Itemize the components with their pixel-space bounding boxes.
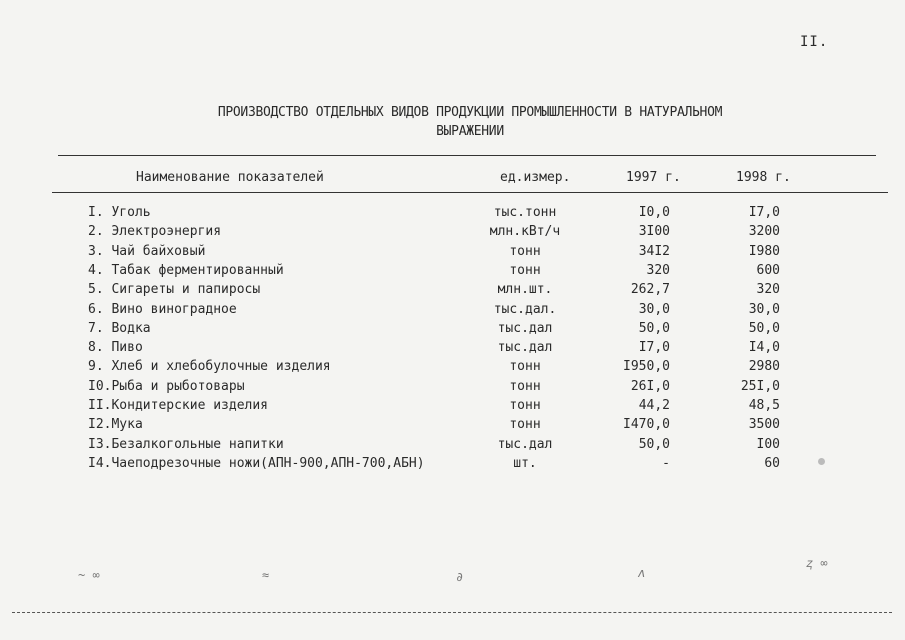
row-unit: шт. bbox=[513, 456, 537, 471]
row-value-1998: 3500 bbox=[748, 417, 780, 432]
table-row bbox=[0, 340, 905, 359]
row-name: 4. Табак ферментированный bbox=[88, 263, 284, 278]
row-unit: млн.кВт/ч bbox=[489, 224, 561, 239]
row-value-1997: I0,0 bbox=[638, 205, 670, 220]
row-value-1997: 50,0 bbox=[638, 437, 670, 452]
table-row bbox=[0, 456, 905, 475]
page-bottom-edge bbox=[12, 612, 892, 613]
row-value-1997: 34I2 bbox=[638, 244, 670, 259]
table-row bbox=[0, 302, 905, 321]
row-unit: тонн bbox=[509, 263, 541, 278]
row-value-1998: 48,5 bbox=[748, 398, 780, 413]
row-name: I2.Мука bbox=[88, 417, 143, 432]
row-value-1997: I470,0 bbox=[623, 417, 670, 432]
handwritten-mark: ʌ bbox=[638, 566, 646, 580]
row-value-1997: 262,7 bbox=[630, 282, 670, 297]
table-row bbox=[0, 398, 905, 417]
row-value-1998: 320 bbox=[756, 282, 780, 297]
row-unit: тыс.тонн bbox=[493, 205, 557, 220]
handwritten-mark: ⱬ ∞ bbox=[806, 556, 828, 570]
row-unit: тонн bbox=[509, 359, 541, 374]
title-line-1: ПРОИЗВОДСТВО ОТДЕЛЬНЫХ ВИДОВ ПРОДУКЦИИ ПРОМЫШЛЕННОСТИ В НАТУРАЛЬНОМ bbox=[217, 105, 723, 120]
row-value-1997: 320 bbox=[646, 263, 670, 278]
row-name: 3. Чай байховый bbox=[88, 244, 206, 259]
row-value-1998: 25I,0 bbox=[740, 379, 780, 394]
row-name: 9. Хлеб и хлебобулочные изделия bbox=[88, 359, 331, 374]
row-value-1998: 50,0 bbox=[748, 321, 780, 336]
table-row bbox=[0, 417, 905, 436]
row-unit: тыс.дал. bbox=[493, 302, 557, 317]
row-value-1998: I4,0 bbox=[748, 340, 780, 355]
row-name: 6. Вино виноградное bbox=[88, 302, 237, 317]
row-unit: тыс.дал bbox=[497, 340, 553, 355]
row-name: 8. Пиво bbox=[88, 340, 143, 355]
row-value-1997: 50,0 bbox=[638, 321, 670, 336]
header-name: Наименование показателей bbox=[136, 170, 324, 185]
row-name: I0.Рыба и рыботовары bbox=[88, 379, 245, 394]
scan-spot bbox=[818, 458, 825, 465]
row-value-1998: 3200 bbox=[748, 224, 780, 239]
header-unit: ед.измер. bbox=[500, 170, 571, 185]
row-value-1997: I950,0 bbox=[623, 359, 670, 374]
table-row bbox=[0, 437, 905, 456]
row-name: II.Кондитерские изделия bbox=[88, 398, 269, 413]
row-unit: млн.шт. bbox=[497, 282, 553, 297]
row-value-1997: 30,0 bbox=[638, 302, 670, 317]
row-unit: тонн bbox=[509, 379, 541, 394]
row-value-1998: 2980 bbox=[748, 359, 780, 374]
table-row bbox=[0, 282, 905, 301]
table-row bbox=[0, 379, 905, 398]
row-value-1997: 26I,0 bbox=[630, 379, 670, 394]
page-number: II. bbox=[800, 34, 829, 50]
row-value-1997: 44,2 bbox=[638, 398, 670, 413]
table-row bbox=[0, 359, 905, 378]
header-top-rule bbox=[58, 155, 876, 156]
header-bottom-rule bbox=[52, 192, 888, 193]
table-row bbox=[0, 205, 905, 224]
row-value-1998: I7,0 bbox=[748, 205, 780, 220]
table-row bbox=[0, 321, 905, 340]
row-value-1998: I00 bbox=[756, 437, 780, 452]
handwritten-mark: ≈ bbox=[262, 568, 270, 582]
row-name: I4.Чаеподрезочные ножи(АПН-900,АПН-700,АБН) bbox=[88, 456, 425, 471]
header-1997: 1997 г. bbox=[626, 170, 681, 185]
row-name: I. Уголь bbox=[88, 205, 151, 220]
row-value-1997: - bbox=[662, 456, 670, 471]
header-1998: 1998 г. bbox=[736, 170, 791, 185]
row-value-1998: 30,0 bbox=[748, 302, 780, 317]
row-value-1997: I7,0 bbox=[638, 340, 670, 355]
row-name: 2. Электроэнергия bbox=[88, 224, 222, 239]
row-name: 5. Сигареты и папиросы bbox=[88, 282, 261, 297]
row-unit: тыс.дал bbox=[497, 437, 553, 452]
handwritten-mark: ∂ bbox=[456, 570, 464, 584]
row-unit: тонн bbox=[509, 244, 541, 259]
table-row bbox=[0, 244, 905, 263]
table-row bbox=[0, 263, 905, 282]
document-title bbox=[140, 103, 800, 141]
row-name: 7. Водка bbox=[88, 321, 151, 336]
title-line-2: ВЫРАЖЕНИИ bbox=[436, 124, 504, 139]
row-value-1998: 60 bbox=[764, 456, 780, 471]
row-unit: тыс.дал bbox=[497, 321, 553, 336]
row-value-1997: 3I00 bbox=[638, 224, 670, 239]
row-unit: тонн bbox=[509, 417, 541, 432]
row-name: I3.Безалкогольные напитки bbox=[88, 437, 284, 452]
table-row bbox=[0, 224, 905, 243]
handwritten-mark: ~ ∞ bbox=[78, 568, 100, 582]
row-value-1998: 600 bbox=[756, 263, 780, 278]
row-unit: тонн bbox=[509, 398, 541, 413]
row-value-1998: I980 bbox=[748, 244, 780, 259]
